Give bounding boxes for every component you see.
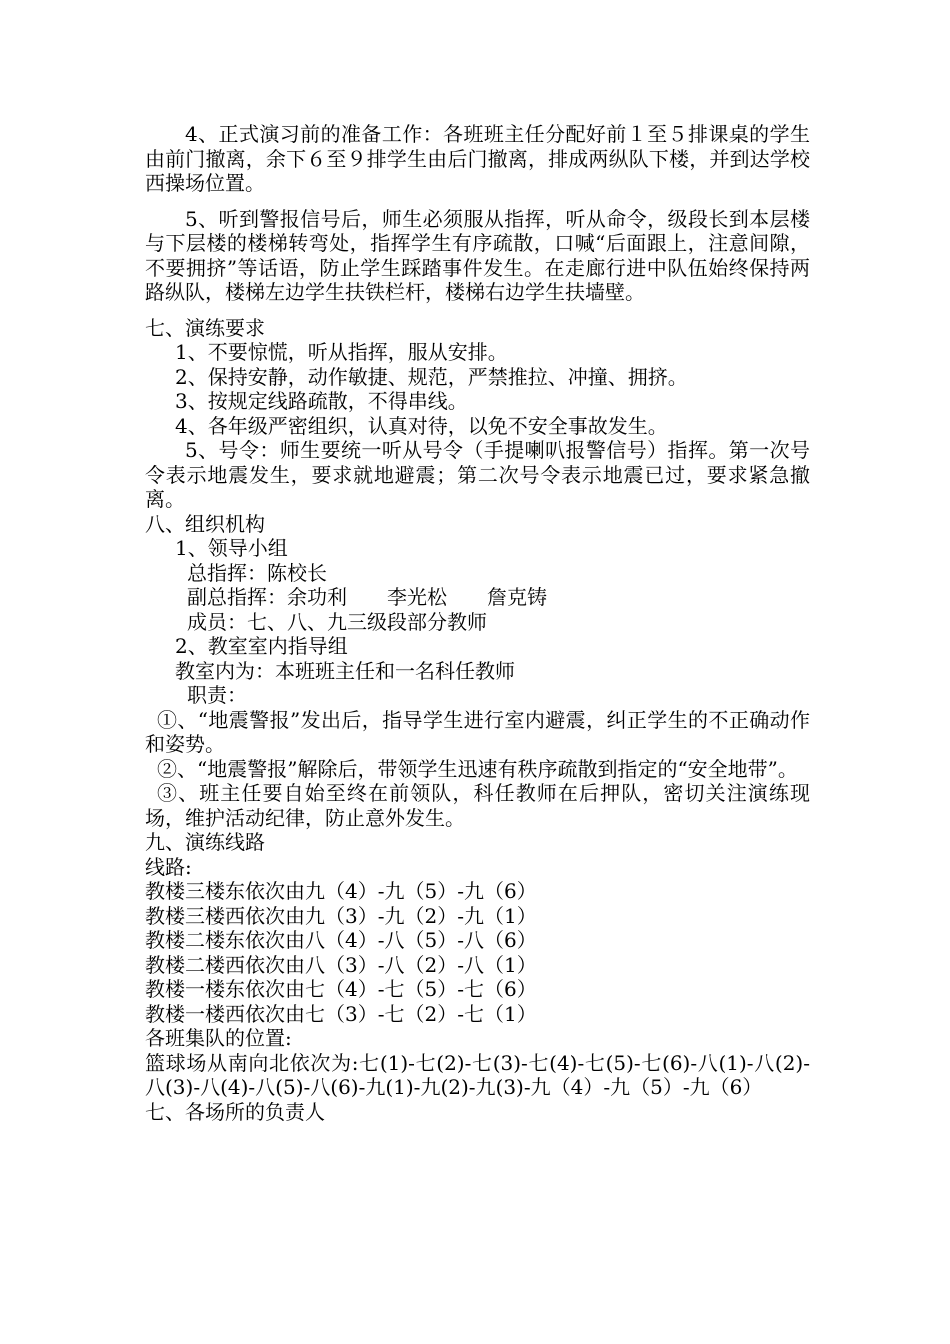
chief-commander: 总指挥：陈校长 [187,560,327,585]
section-heading-organization: 八、组织机构 [145,511,265,536]
section-heading-drill-routes: 九、演练线路 [145,830,265,854]
duty-item: ②、“地震警报”解除后，带领学生迅速有秩序疏散到指定的“安全地带”。 [157,756,798,781]
duty-label: 职责： [187,683,247,707]
requirement-item: 4、各年级严密组织，认真对待，以免不安全事故发生。 [175,413,668,438]
classroom-staff: 教室内为：本班班主任和一名科任教师 [175,658,515,683]
duty-item: ③、班主任要自始至终在前领队，科任教师在后押队，密切关注演练现场，维护活动纪律，防止意外发生。 [145,781,810,830]
duty-item: ①、“地震警报”发出后，指导学生进行室内避震，纠正学生的不正确动作和姿势。 [145,707,810,756]
requirement-item: 2、保持安静，动作敏捷、规范，严禁推拉、冲撞、拥挤。 [175,364,688,389]
requirement-item: 1、不要惊慌，听从指挥，服从安排。 [175,340,508,364]
route-line: 教楼一楼东依次由七（4）-七（5）-七（6） [145,977,537,1001]
section-heading-drill-requirements: 七、演练要求 [145,315,265,340]
group-title-leadership: 1、领导小组 [175,536,288,560]
route-line: 教楼三楼东依次由九（4）-九（5）-九（6） [145,879,537,903]
route-label: 线路: [145,854,192,879]
assembly-position-label: 各班集队的位置: [145,1026,292,1050]
section-heading-venue-responsible: 七、各场所的负责人 [145,1099,325,1124]
assembly-position-text: 篮球场从南向北依次为:七(1)-七(2)-七(3)-七(4)-七(5)-七(6)-八(1)-八(2)-八(3)-八(4)-八(5)-八(6)-九(1)-九(2)-九(3)-九（4）-九（5）-九（6） [145,1050,810,1099]
requirement-item-command: 5、号令：师生要统一听从号令（手提喇叭报警信号）指挥。第一次号令表示地震发生，要求就地避震；第二次号令表示地震已过，要求紧急撤离。 [145,438,810,511]
document-page [145,122,810,1124]
route-line: 教楼二楼西依次由八（3）-八（2）-八（1） [145,952,537,977]
group-title-classroom: 2、教室室内指导组 [175,634,348,658]
paragraph-alarm-signal: 5、听到警报信号后，师生必须服从指挥，听从命令，级段长到本层楼与下层楼的楼梯转弯处，指挥学生有序疏散，口喊“后面跟上，注意间隙，不要拥挤”等话语，防止学生踩踏事件发生。在走廊行进中队伍始终保持两路纵队，楼梯左边学生扶铁栏杆，楼梯右边学生扶墙壁。 [145,206,810,304]
deputy-commanders: 副总指挥：余功利 李光松 詹克铸 [187,585,547,609]
route-line: 教楼二楼东依次由八（4）-八（5）-八（6） [145,928,537,952]
paragraph-prep-work: 4、正式演习前的准备工作：各班班主任分配好前１至５排课桌的学生由前门撤离，余下６至９排学生由后门撤离，排成两纵队下楼，并到达学校西操场位置。 [145,122,810,195]
members: 成员：七、八、九三级段部分教师 [187,609,487,634]
route-line: 教楼一楼西依次由七（3）-七（2）-七（1） [145,1001,537,1026]
requirement-item: 3、按规定线路疏散，不得串线。 [175,389,468,413]
route-line: 教楼三楼西依次由九（3）-九（2）-九（1） [145,903,537,928]
